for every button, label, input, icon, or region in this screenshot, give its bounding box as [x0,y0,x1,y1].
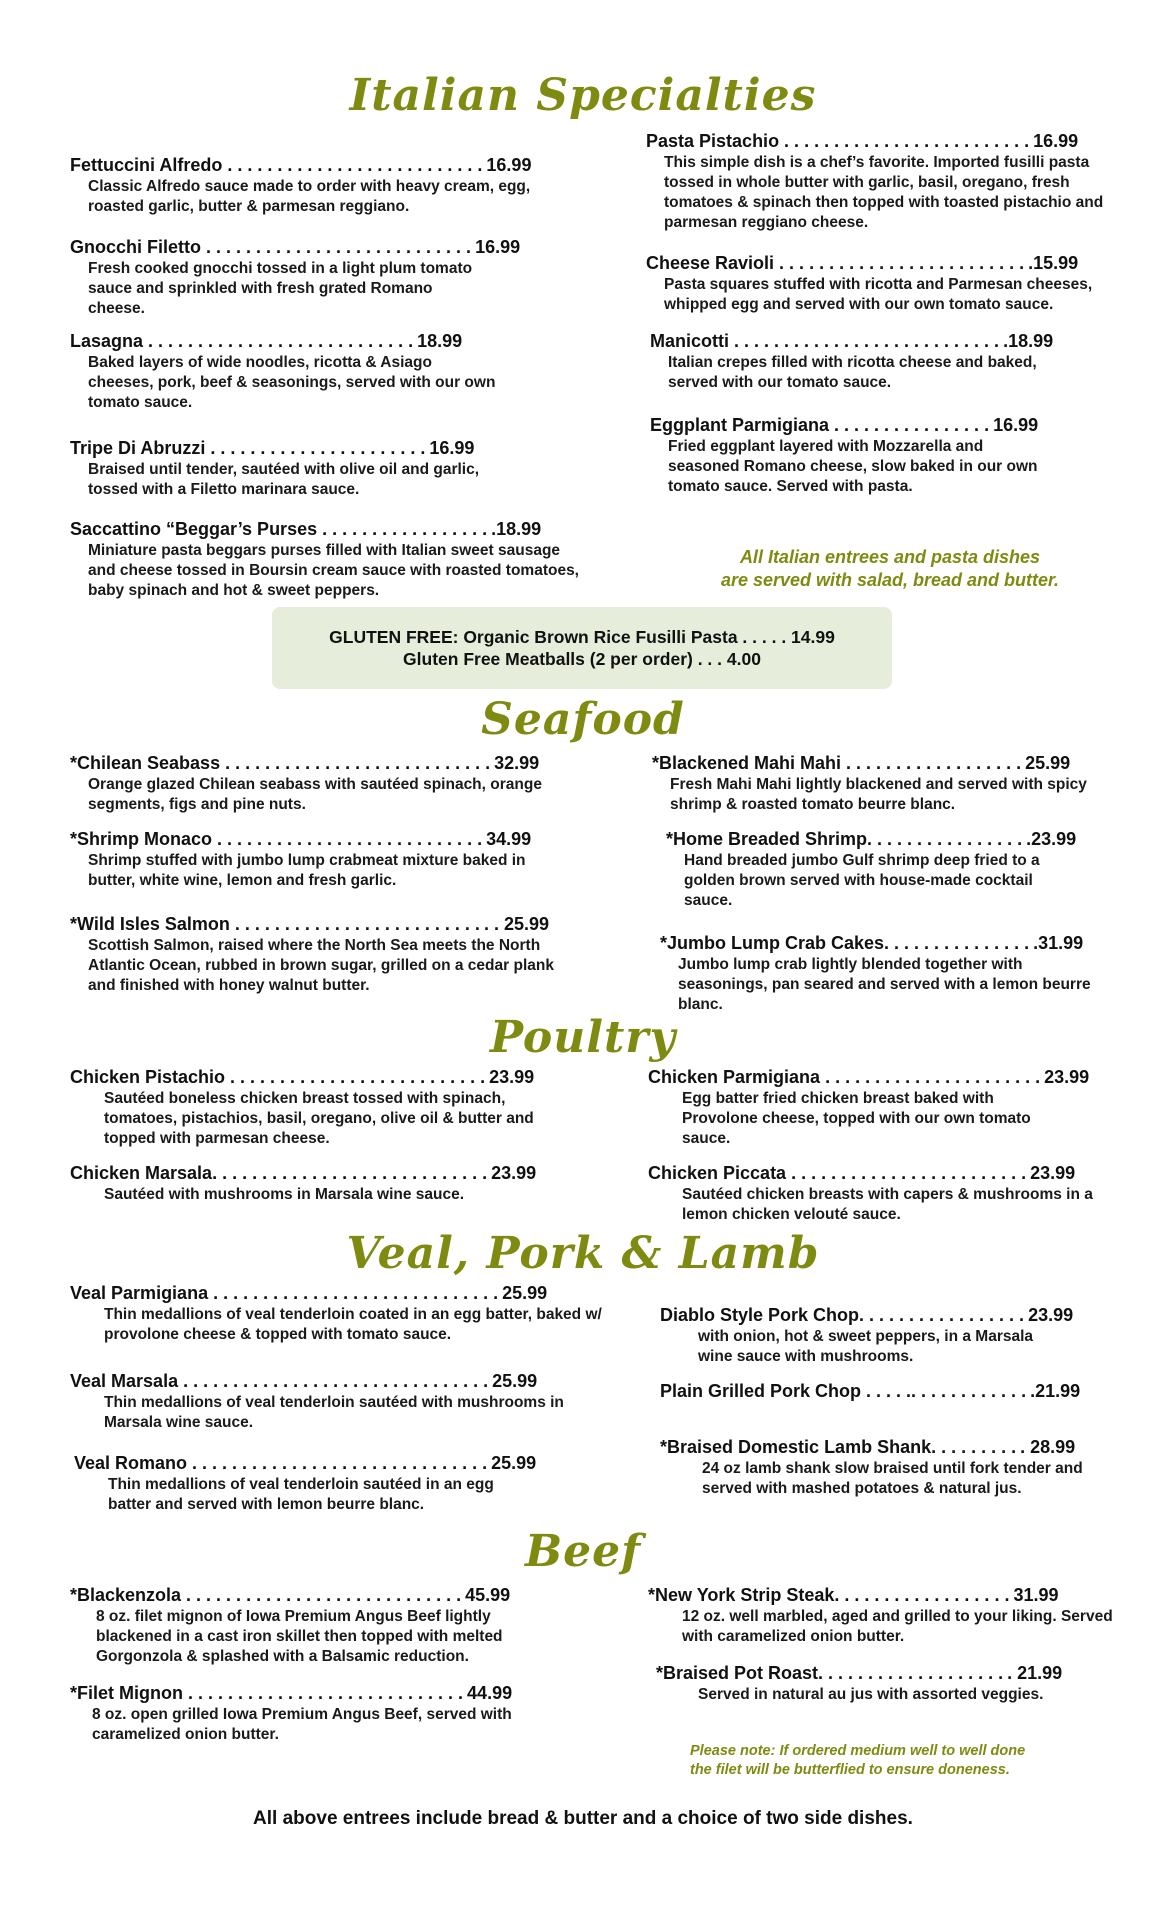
price: 25.99 [1025,753,1071,773]
menu-item-chicken-piccata: Chicken Piccata . . . . . . . . . . . . . . . . . . . . . . . . 23.99 Sautéed chicken breasts with capers & mushrooms in a lemon chicken velouté sauce. [648,1162,1148,1225]
item-description: Fried eggplant layered with Mozzarella and seasoned Romano cheese, slow baked in our own tomato sauce. Served with pasta. [668,438,1038,495]
price: 32.99 [494,753,540,773]
price: 23.99 [489,1067,535,1087]
menu-item-gnocchi-filetto: Gnocchi Filetto . . . . . . . . . . . . . . . . . . . . . . . . . . . 16.99 Fresh cooked gnocchi tossed in a light plum tomato sauce and sprinkled with fresh grated Romano cheese. [70,237,521,317]
item-description: Pasta squares stuffed with ricotta and Parmesan cheeses, whipped egg and served with our own tomato sauce. [664,276,1093,313]
item-description: Miniature pasta beggars purses filled with Italian sweet sausage and cheese tossed in Boursin cream sauce with roasted tomatoes, baby spinach and hot & sweet peppers. [88,542,579,599]
price: .31.99 [1033,933,1084,953]
item-description: Egg batter fried chicken breast baked with Provolone cheese, topped with our own tomato sauce. [682,1090,1031,1147]
price: .18.99 [1003,331,1054,351]
price: .23.99 [1026,829,1077,849]
gluten-free-box: GLUTEN FREE: Organic Brown Rice Fusilli Pasta . . . . . 14.99 Gluten Free Meatballs (2 per order) . . . 4.00 [272,607,892,689]
item-description: Thin medallions of veal tenderloin sautéed with mushrooms in Marsala wine sauce. [104,1394,564,1431]
section-title-poultry: Poultry [489,1012,677,1063]
item-description: Thin medallions of veal tenderloin sautéed in an egg batter and served with lemon beurre blanc. [108,1476,494,1513]
item-description: Braised until tender, sautéed with olive oil and garlic, tossed with a Filetto marinara sauce. [88,461,480,498]
item-description: Sautéed boneless chicken breast tossed with spinach, tomatoes, pistachios, basil, oregano, olive oil & butter and topped with parmesan cheese. [104,1090,534,1147]
item-description: 8 oz. open grilled Iowa Premium Angus Beef, served with caramelized onion butter. [92,1706,512,1743]
menu-item-saccattino: Saccattino “Beggar’s Purses . . . . . . . . . . . . . . . . . .18.99 Miniature pasta beggars purses filled with Italian sweet sausage and cheese tossed in Boursin cream sauce with roasted tomatoes, baby spinach and hot & sweet peppers. [70,518,600,601]
menu-item-new-york-strip: *New York Strip Steak. . . . . . . . . . . . . . . . . . 31.99 12 oz. well marbled, aged and grilled to your liking. Served with caramelized onion butter. [648,1584,1148,1647]
item-description: with onion, hot & sweet peppers, in a Marsala wine sauce with mushrooms. [698,1328,1034,1365]
item-description: Orange glazed Chilean seabass with sautéed spinach, orange segments, figs and pine nuts. [88,776,542,813]
item-description: Sautéed chicken breasts with capers & mushrooms in a lemon chicken velouté sauce. [682,1186,1093,1223]
menu-item-chilean-seabass: *Chilean Seabass . . . . . . . . . . . . . . . . . . . . . . . . . . . 32.99 Orange glazed Chilean seabass with sautéed spinach, orange segments, figs and pine nuts. [70,752,610,815]
price: .21.99 [1030,1381,1081,1401]
menu-item-eggplant-parmigiana: Eggplant Parmigiana . . . . . . . . . . . . . . . . 16.99 Fried eggplant layered with Mozzarella and seasoned Romano cheese, slow baked in our own tomato sauce. Served with pasta. [650,414,1150,497]
price: . . 25.99 [483,914,549,934]
menu-item-braised-pot-roast: *Braised Pot Roast. . . . . . . . . . . . . . . . . . . . 21.99 Served in natural au jus with assorted veggies. [656,1662,1146,1705]
price: 25.99 [502,1283,548,1303]
price: 34.99 [486,829,532,849]
menu-item-manicotti: Manicotti . . . . . . . . . . . . . . . . . . . . . . . . . . . .18.99 Italian crepes filled with ricotta cheese and baked, served with our tomato sauce. [650,330,1150,393]
price: 31.99 [1013,1585,1059,1605]
price: 18.99 [417,331,463,351]
menu-item-home-breaded-shrimp: *Home Breaded Shrimp. . . . . . . . . . . . . . . . .23.99 Hand breaded jumbo Gulf shrimp deep fried to a golden brown served with house-made cocktail sauce. [666,828,1156,911]
price: 16.99 [486,155,532,175]
menu-item-lasagna: Lasagna . . . . . . . . . . . . . . . . . . . . . . . . . . . 18.99 Baked layers of wide noodles, ricotta & Asiago cheeses, pork, beef & seasonings, served with our own tomato sauce. [70,330,590,413]
section-title-beef: Beef [524,1526,642,1577]
item-description: Jumbo lump crab lightly blended together with seasonings, pan seared and served with a lemon beurre blanc. [678,956,1091,1013]
item-description: 24 oz lamb shank slow braised until fork tender and served with mashed potatoes & natural jus. [702,1460,1083,1497]
price: 25.99 [491,1453,537,1473]
menu-item-plain-grilled-pork-chop: Plain Grilled Pork Chop . . . . .. . . . . . . . . . . . .21.99 [660,1381,1081,1401]
section-title-seafood: Seafood [481,694,685,745]
italian-note: All Italian entrees and pasta dishes are served with salad, bread and butter. [720,547,1060,590]
item-description: This simple dish is a chef’s favorite. Imported fusilli pasta tossed in whole butter with garlic, basil, oregano, fresh tomatoes & spinach then topped with toasted pistachio and parmesan reggiano cheese. [664,154,1104,231]
price: 16.99 [1033,131,1079,151]
menu-item-cheese-ravioli: Cheese Ravioli . . . . . . . . . . . . . . . . . . . . . . . . . .15.99 Pasta squares stuffed with ricotta and Parmesan cheeses, whipped egg and served with our own tomato sauce. [646,252,1146,315]
item-description: Italian crepes filled with ricotta cheese and baked, served with our tomato sauce. [668,354,1037,391]
section-title-veal-pork-lamb: Veal, Pork & Lamb [346,1228,820,1279]
item-description: 12 oz. well marbled, aged and grilled to your liking. Served with caramelized onion butter. [682,1608,1113,1645]
menu-item-filet-mignon: *Filet Mignon . . . . . . . . . . . . . . . . . . . . . . . . . . . . 44.99 8 oz. open grilled Iowa Premium Angus Beef, served with caramelized onion butter. [70,1683,513,1743]
menu-item-tripe-di-abruzzi: Tripe Di Abruzzi . . . . . . . . . . . . . . . . . . . . . . 16.99 Braised until tender, sautéed with olive oil and garlic, tossed with a Filetto marinara sauce. [70,437,590,500]
price: . 21.99 [1007,1663,1063,1683]
menu-item-chicken-pistachio: Chicken Pistachio . . . . . . . . . . . . . . . . . . . . . . . . . . 23.99 Sautéed boneless chicken breast tossed with spinach, tomatoes, pistachios, basil, oregano, olive oil & butter and topped with parmesan cheese. [70,1066,610,1149]
menu-item-pasta-pistachio: Pasta Pistachio . . . . . . . . . . . . . . . . . . . . . . . . . 16.99 This simple dish is a chef’s favorite. Imported fusilli pasta tossed in whole butter with garlic, basil, oregano, fresh tomatoes & spinach then topped with toasted pistachio and parmesan reggiano cheese. [646,130,1146,233]
price: 16.99 [475,237,521,257]
menu-item-fettuccini-alfredo: Fettuccini Alfredo . . . . . . . . . . . . . . . . . . . . . . . . . . 16.99 Classic Alfredo sauce made to order with heavy cream, egg, roasted garlic, butter & parmesan reggiano. [70,154,590,217]
item-description: Hand breaded jumbo Gulf shrimp deep fried to a golden brown served with house-made cocktail sauce. [684,852,1040,909]
price: 23.99 [1030,1163,1076,1183]
menu-item-jumbo-lump-crab-cakes: *Jumbo Lump Crab Cakes. . . . . . . . . . . . . . . .31.99 Jumbo lump crab lightly blended together with seasonings, pan seared and served with a lemon beurre blanc. [660,932,1150,1015]
menu-item-blackenzola: *Blackenzola . . . . . . . . . . . . . . . . . . . . . . . . . . . . 45.99 8 oz. filet mignon of Iowa Premium Angus Beef lightly blackened in a cast iron skillet then topped with melted Gorgonzola & splashed with a Balsamic reduction. [70,1584,610,1667]
price: .18.99 [491,519,542,539]
item-description: Baked layers of wide noodles, ricotta & Asiago cheeses, pork, beef & seasonings, served with our own tomato sauce. [88,354,496,411]
item-description: Classic Alfredo sauce made to order with heavy cream, egg, roasted garlic, butter & parmesan reggiano. [88,178,531,215]
menu-item-wild-isles-salmon: *Wild Isles Salmon . . . . . . . . . . . . . . . . . . . . . . . . . . . 25.99 Scottish Salmon, raised where the North Sea meets the North Atlantic Ocean, rubbed in brown sugar, grilled on a cedar plank and finished with honey walnut butter. [70,913,610,996]
price: 44.99 [467,1683,513,1703]
menu-item-shrimp-monaco: *Shrimp Monaco . . . . . . . . . . . . . . . . . . . . . . . . . . . 34.99 Shrimp stuffed with jumbo lump crabmeat mixture baked in butter, white wine, lemon and fresh garlic. [70,829,532,889]
menu-item-veal-parmigiana: Veal Parmigiana . . . . . . . . . . . . . . . . . . . . . . . . . . . . . 25.99 Thin medallions of veal tenderloin coated in an egg batter, baked w/ provolone cheese & topped with tomato sauce. [70,1282,650,1345]
beef-note: Please note: If ordered medium well to well done the filet will be butterflied to ensure doneness. [690,1743,1026,1778]
menu-item-blackened-mahi-mahi: *Blackened Mahi Mahi . . . . . . . . . . . . . . . . . . 25.99 Fresh Mahi Mahi lightly blackened and served with spicy shrimp & roasted tomato beurre blanc. [652,752,1152,815]
price: . 28.99 [1020,1437,1076,1457]
price: 16.99 [993,415,1039,435]
price: 23.99 [491,1163,537,1183]
menu-item-veal-romano: Veal Romano . . . . . . . . . . . . . . . . . . . . . . . . . . . . . . 25.99 Thin medallions of veal tenderloin sautéed in an egg batter and served with lemon beurre blanc. [74,1453,537,1513]
price: 45.99 [465,1585,511,1605]
menu-item-diablo-pork-chop: Diablo Style Pork Chop. . . . . . . . . . . . . . . . . 23.99 with onion, hot & sweet peppers, in a Marsala wine sauce with mushrooms. [660,1305,1074,1365]
price: .15.99 [1028,253,1079,273]
item-description: Fresh Mahi Mahi lightly blackened and served with spicy shrimp & roasted tomato beurre blanc. [670,776,1087,813]
footer-note: All above entrees include bread & butter and a choice of two side dishes. [253,1808,913,1829]
menu-item-braised-lamb-shank: *Braised Domestic Lamb Shank. . . . . . . . . . 28.99 24 oz lamb shank slow braised until fork tender and served with mashed potatoes & natural jus. [660,1436,1150,1499]
item-description: 8 oz. filet mignon of Iowa Premium Angus Beef lightly blackened in a cast iron skillet then topped with melted Gorgonzola & splashed with a Balsamic reduction. [96,1608,503,1665]
price: 16.99 [429,438,475,458]
price: 25.99 [492,1371,538,1391]
item-description: Served in natural au jus with assorted veggies. [698,1686,1044,1703]
item-description: Thin medallions of veal tenderloin coated in an egg batter, baked w/ provolone cheese & topped with tomato sauce. [104,1306,602,1343]
item-description: Shrimp stuffed with jumbo lump crabmeat mixture baked in butter, white wine, lemon and fresh garlic. [88,852,526,889]
item-description: Scottish Salmon, raised where the North Sea meets the North Atlantic Ocean, rubbed in brown sugar, grilled on a cedar plank and finished with honey walnut butter. [88,937,554,994]
menu-item-veal-marsala: Veal Marsala . . . . . . . . . . . . . . . . . . . . . . . . . . . . . . . 25.99 Thin medallions of veal tenderloin sautéed with mushrooms in Marsala wine sauce. [70,1370,650,1433]
item-description: Fresh cooked gnocchi tossed in a light plum tomato sauce and sprinkled with fresh grated Romano cheese. [88,260,473,317]
section-title-italian: Italian Specialties [349,70,817,121]
item-description: Sautéed with mushrooms in Marsala wine sauce. [104,1186,465,1203]
menu-item-chicken-parmigiana: Chicken Parmigiana . . . . . . . . . . . . . . . . . . . . . . 23.99 Egg batter fried chicken breast baked with Provolone cheese, topped with our own tomato sauce. [648,1067,1090,1147]
price: 23.99 [1028,1305,1074,1325]
price: 23.99 [1044,1067,1090,1087]
menu-item-chicken-marsala: Chicken Marsala. . . . . . . . . . . . . . . . . . . . . . . . . . . . 23.99 Sautéed with mushrooms in Marsala wine sauce. [70,1162,610,1205]
